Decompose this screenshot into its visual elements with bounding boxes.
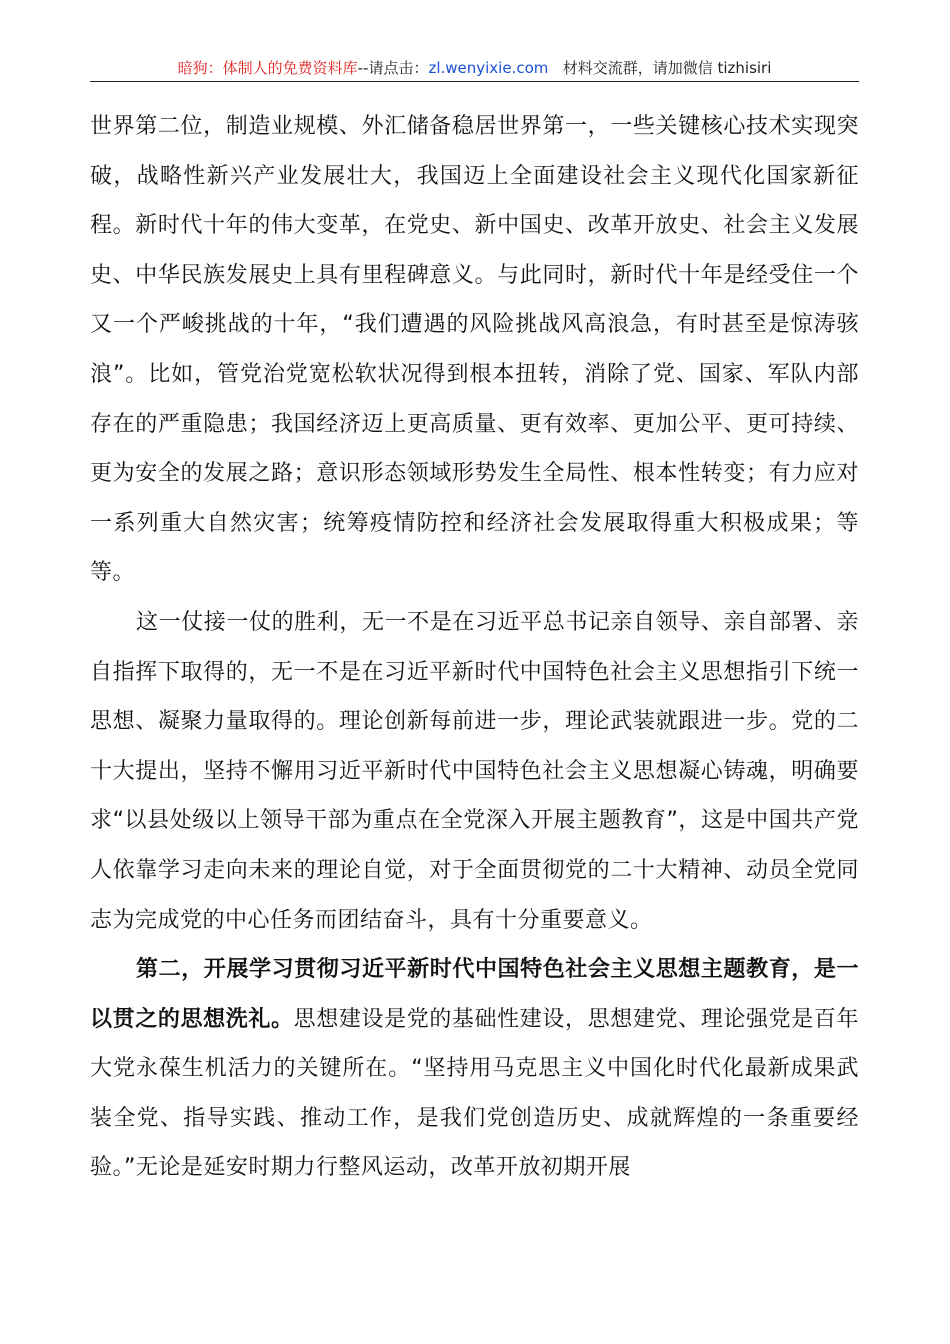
page-header	[90, 58, 859, 78]
header-divider	[90, 81, 859, 82]
document-body	[90, 102, 859, 1193]
header-url-link[interactable]: zl.wenyixie.com	[428, 59, 549, 77]
header-brand: 暗狗：体制人的免费资料库	[177, 59, 358, 77]
paragraph-3	[90, 945, 859, 1193]
paragraph-2	[90, 598, 859, 945]
paragraph-text: 世界第二位，制造业规模、外汇储备稳居世界第一，一些关键核心技术实现突破，战略性新兴产业发展壮大，我国迈上全面建设社会主义现代化国家新征程。新时代十年的伟大变革，在党史、新中国史、改革开放史、社会主义发展史、中华民族发展史上具有里程碑意义。与此同时，新时代十年是经受住一个又一个严峻挑战的十年，“我们遭遇的风险挑战风高浪急，有时甚至是惊涛骇浪”。比如，管党治党宽松软状况得到根本扭转，消除了党、国家、军队内部存在的严重隐患；我国经济迈上更高质量、更有效率、更加公平、更可持续、更为安全的发展之路；意识形态领域形势发生全局性、根本性转变；有力应对一系列重大自然灾害；统筹疫情防控和经济社会发展取得重大积极成果；等等。	[90, 114, 859, 586]
paragraph-lead: 第二，开展学习贯彻习近平新时代中国特色社会主义思想主题教育，是一以贯之的思想洗礼。	[90, 957, 859, 1032]
header-separator: --请点击：	[357, 59, 429, 77]
paragraph-text: 思想建设是党的基础性建设，思想建党、理论强党是百年大党永葆生机活力的关键所在。“坚持用马克思主义中国化时代化最新成果武装全党、指导实践、推动工作，是我们党创造历史、成就辉煌的一条重要经验。”无论是延安时期力行整风运动，改革开放初期开展	[90, 1006, 859, 1181]
paragraph-text: 这一仗接一仗的胜利，无一不是在习近平总书记亲自领导、亲自部署、亲自指挥下取得的，无一不是在习近平新时代中国特色社会主义思想指引下统一思想、凝聚力量取得的。理论创新每前进一步，理论武装就跟进一步。党的二十大提出，坚持不懈用习近平新时代中国特色社会主义思想凝心铸魂，明确要求“以县处级以上领导干部为重点在全党深入开展主题教育”，这是中国共产党人依靠学习走向未来的理论自觉，对于全面贯彻党的二十大精神、动员全党同志为完成党的中心任务而团结奋斗，具有十分重要意义。	[90, 609, 859, 933]
header-note: 材料交流群，请加微信 tizhisiri	[562, 59, 772, 77]
paragraph-1	[90, 102, 859, 598]
